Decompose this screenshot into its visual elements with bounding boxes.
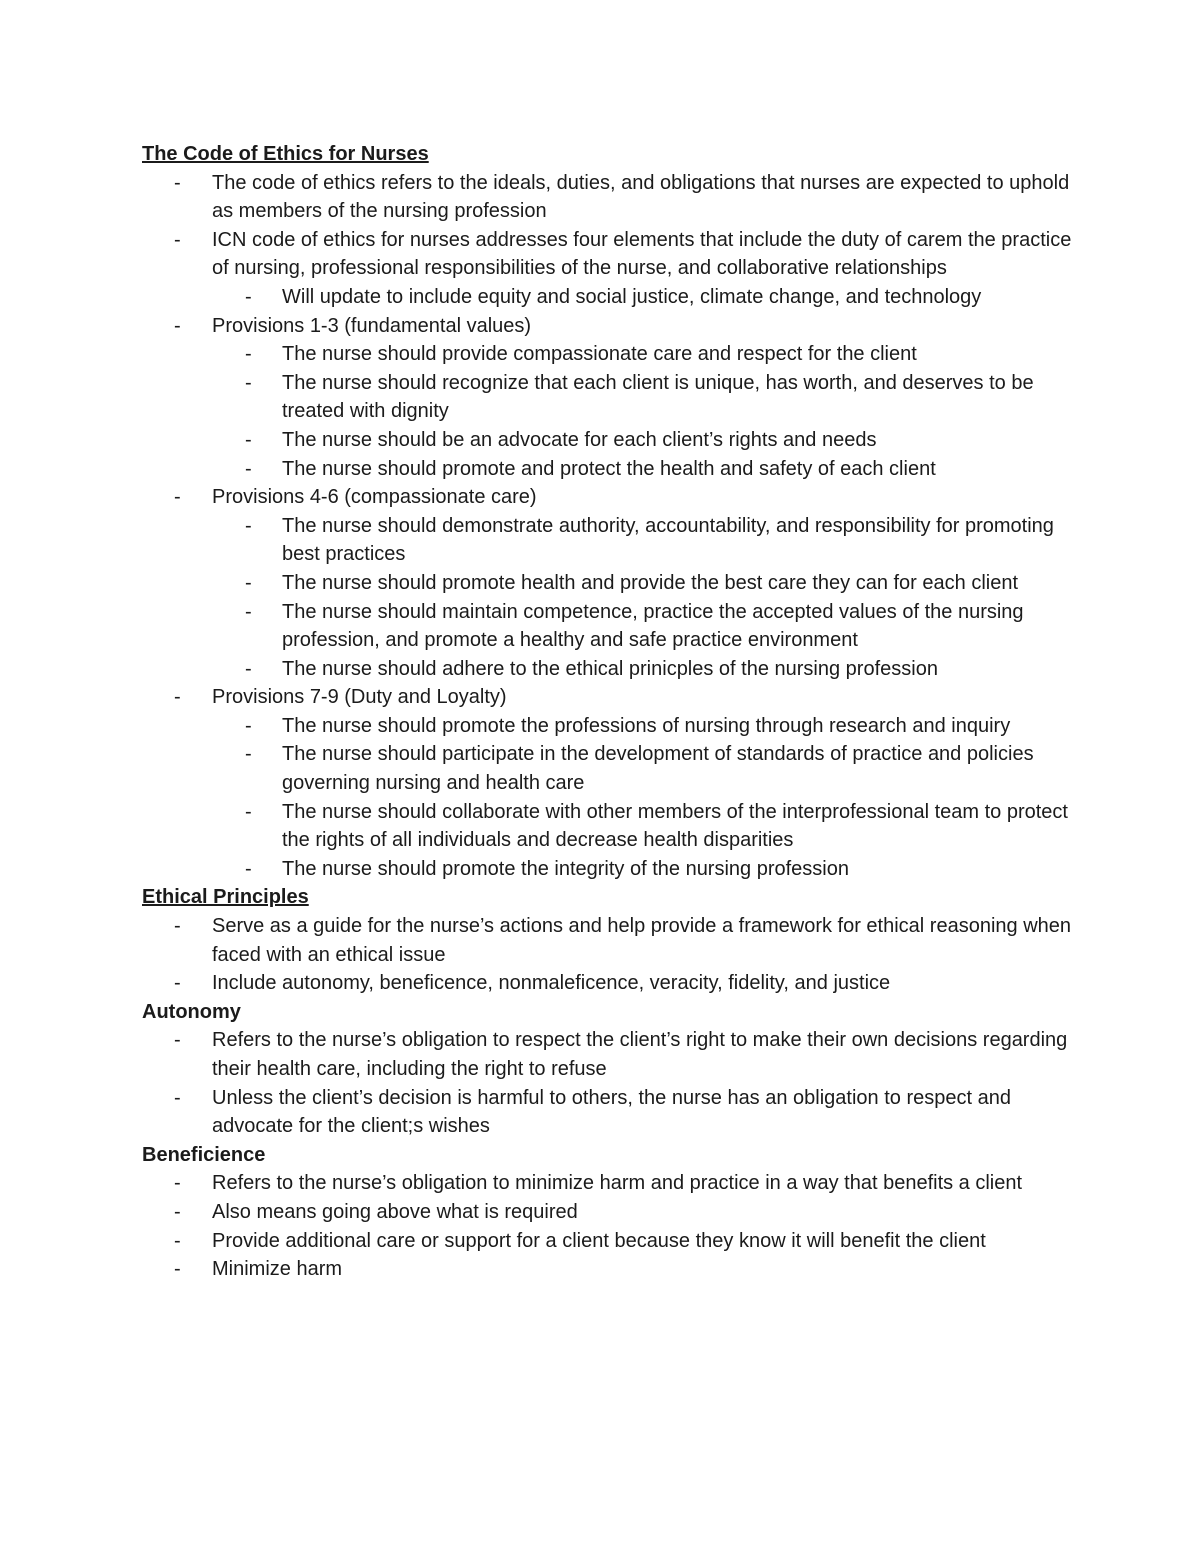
sub-bullet-item xyxy=(142,340,1082,369)
sub-bullet-text: The nurse should promote health and provide the best care they can for each client xyxy=(282,571,1019,594)
section-heading: Ethical Principles xyxy=(142,886,309,909)
bullet-text: Include autonomy, beneficence, nonmaleficence, veracity, fidelity, and justice xyxy=(212,972,891,995)
bullet-dash: - xyxy=(174,1086,181,1109)
section-heading: Autonomy xyxy=(142,1000,241,1023)
bullet-text: Provisions 4-6 (compassionate care) xyxy=(212,486,537,509)
bullet-item xyxy=(142,1026,1082,1083)
bullet-dash: - xyxy=(174,314,181,337)
sub-bullet-text: The nurse should adhere to the ethical prinicples of the nursing profession xyxy=(282,657,938,680)
sub-bullet-text: The nurse should maintain competence, practice the accepted values of the nursing profession, and promote a healthy and safe practice environment xyxy=(282,600,1024,652)
document-page xyxy=(142,140,1082,1284)
section-heading: The Code of Ethics for Nurses xyxy=(142,143,429,165)
sub-bullet-text: The nurse should provide compassionate care and respect for the client xyxy=(282,343,917,366)
bullet-item xyxy=(142,169,1082,226)
bullet-item xyxy=(142,969,1082,998)
sub-bullet-item xyxy=(142,455,1082,484)
bullet-item xyxy=(142,226,1082,283)
bullet-text: ICN code of ethics for nurses addresses four elements that include the duty of carem the practice of nursing, professional responsibilities of the nurse, and collaborative relationships xyxy=(212,228,1072,280)
sub-bullet-item xyxy=(142,798,1082,855)
bullet-item xyxy=(142,1084,1082,1141)
bullet-dash: - xyxy=(174,1200,181,1223)
sub-bullet-text: The nurse should promote the integrity of the nursing profession xyxy=(282,857,849,880)
section-heading: Beneficience xyxy=(142,1143,266,1166)
sub-bullet-text: Will update to include equity and social justice, climate change, and technology xyxy=(282,285,982,308)
sub-bullet-text: The nurse should collaborate with other members of the interprofessional team to protect the rights of all individuals and decrease health disparities xyxy=(282,800,1068,852)
sub-bullet-item xyxy=(142,512,1082,569)
sub-bullet-item xyxy=(142,369,1082,426)
bullet-dash: - xyxy=(174,1229,181,1252)
sub-bullet-item xyxy=(142,740,1082,797)
bullet-dash: - xyxy=(245,457,252,480)
bullet-text: Refers to the nurse’s obligation to minimize harm and practice in a way that benefits a client xyxy=(212,1172,1023,1195)
sub-bullet-text: The nurse should promote and protect the health and safety of each client xyxy=(282,457,936,480)
sub-bullet-text: The nurse should be an advocate for each client’s rights and needs xyxy=(282,428,877,451)
bullet-dash: - xyxy=(245,371,252,394)
bullet-text: Refers to the nurse’s obligation to respect the client’s right to make their own decisions regarding their health care, including the right to refuse xyxy=(212,1029,1068,1080)
sub-bullet-item xyxy=(142,655,1082,684)
bullet-text: Also means going above what is required xyxy=(212,1200,578,1223)
bullet-dash: - xyxy=(245,600,252,623)
bullet-dash: - xyxy=(245,428,252,451)
bullet-dash: - xyxy=(245,743,252,766)
sub-bullet-item xyxy=(142,855,1082,884)
bullet-dash: - xyxy=(245,857,252,880)
sub-bullet-item xyxy=(142,712,1082,741)
bullet-item xyxy=(142,1198,1082,1227)
bullet-dash: - xyxy=(174,972,181,995)
bullet-item xyxy=(142,483,1082,512)
bullet-text: Minimize harm xyxy=(212,1258,343,1281)
bullet-dash: - xyxy=(174,171,181,194)
bullet-text: Provisions 1-3 (fundamental values) xyxy=(212,314,532,337)
sub-bullet-item xyxy=(142,598,1082,655)
bullet-item xyxy=(142,1255,1082,1284)
bullet-dash: - xyxy=(245,343,252,366)
bullet-dash: - xyxy=(174,915,181,938)
sub-bullet-text: The nurse should demonstrate authority, accountability, and responsibility for promoting best practices xyxy=(282,514,1054,566)
bullet-text: Provide additional care or support for a client because they know it will benefit the client xyxy=(212,1229,986,1252)
bullet-dash: - xyxy=(245,571,252,594)
sub-bullet-text: The nurse should participate in the development of standards of practice and policies governing nursing and health care xyxy=(282,743,1034,795)
bullet-item xyxy=(142,312,1082,341)
sub-bullet-text: The nurse should promote the professions of nursing through research and inquiry xyxy=(282,714,1011,737)
bullet-dash: - xyxy=(174,1029,181,1052)
bullet-dash: - xyxy=(245,657,252,680)
bullet-dash: - xyxy=(245,800,252,823)
bullet-text: The code of ethics refers to the ideals, duties, and obligations that nurses are expected to uphold as members of the nursing profession xyxy=(212,171,1070,223)
bullet-dash: - xyxy=(174,1258,181,1281)
bullet-dash: - xyxy=(245,285,252,308)
sub-bullet-text: The nurse should recognize that each client is unique, has worth, and deserves to be treated with dignity xyxy=(282,371,1034,423)
bullet-item xyxy=(142,683,1082,712)
bullet-item xyxy=(142,1227,1082,1256)
bullet-dash: - xyxy=(174,1172,181,1195)
bullet-dash: - xyxy=(245,714,252,737)
bullet-text: Provisions 7-9 (Duty and Loyalty) xyxy=(212,686,507,709)
bullet-text: Serve as a guide for the nurse’s actions and help provide a framework for ethical reasoning when faced with an ethical issue xyxy=(212,915,1072,966)
bullet-text: Unless the client’s decision is harmful to others, the nurse has an obligation to respect and advocate for the client;s wishes xyxy=(212,1086,1011,1138)
bullet-dash: - xyxy=(174,228,181,251)
sub-bullet-item xyxy=(142,283,1082,312)
sub-bullet-item xyxy=(142,569,1082,598)
bullet-dash: - xyxy=(174,486,181,509)
sub-bullet-item xyxy=(142,426,1082,455)
bullet-dash: - xyxy=(245,514,252,537)
bullet-dash: - xyxy=(174,686,181,709)
bullet-item xyxy=(142,1169,1082,1198)
bullet-item xyxy=(142,912,1082,969)
